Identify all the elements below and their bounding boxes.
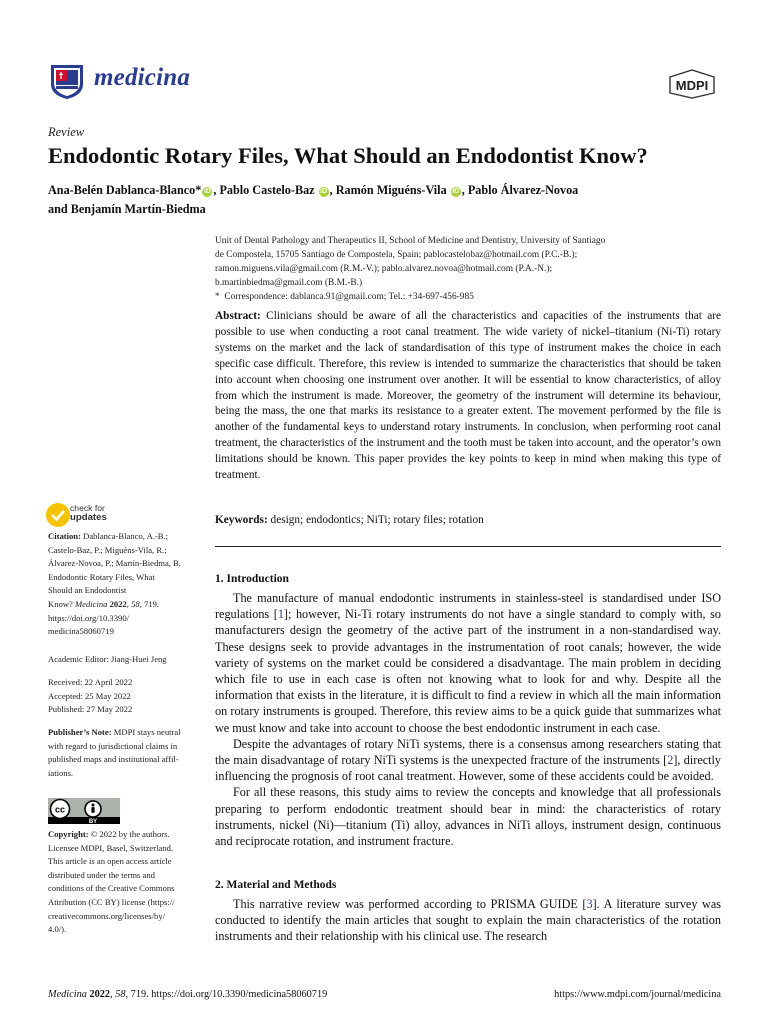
paragraph: For all these reasons, this study aims to review the concepts and knowledge that all professionals preparing to perform endodontic treatment should bear in mind: the characteristics of rotary instruments, nickel (Ni)—titanium (Ti) alloy, advances in NiTi alloys, instrument design, continuous and reciprocate rotation, and instrument fracture. [215,785,721,849]
keywords-text: design; endodontics; NiTi; rotary files; rotation [270,514,484,526]
citation-block: Citation: Dablanca-Blanco, A.-B.; Castelo-Baz, P.; Miguéns-Vila, R.; Álvarez-Novoa, P.; Martín-Biedma, B. Endodontic Rotary Files, What Should an Endodontist Know? Medicina 2022, 58, 719. https://doi.org/10.3390/ medicina58060719 [48,530,198,639]
author-name: Pablo Castelo-Baz [219,183,315,197]
article-type: Review [48,125,85,139]
updates-text: updates [70,512,107,523]
dates-block [48,676,198,717]
section-heading: 1. Introduction [215,573,289,585]
orcid-icon[interactable]: iD [320,188,328,195]
correspondence-text: Correspondence: dablanca.91@gmail.com; Tel.: +34-697-456-985 [224,292,474,302]
cc-by-license-icon[interactable] [48,798,120,824]
paragraph: Despite the advantages of rotary NiTi systems, there is a consensus among researchers stating that the main disadvantage of rotary NiTi systems is the unexpected fracture of the instruments [2], directly influencing the prognosis of root canal treatment. However, some of these accidents could be avoided. [215,736,721,784]
check-for-updates-badge[interactable] [45,502,205,528]
reference-link[interactable]: 1 [277,607,284,622]
footer-journal-url[interactable]: https://www.mdpi.com/journal/medicina [554,989,721,1000]
paragraph: The manufacture of manual endodontic instruments in stainless-steel is standardised under ISO regulations [1]; however, Ni-Ti rotary instruments do not have a single standard to comply with, so manufacturers design the geometry of the active part of the instrument in a non-standardised way. These designs seek to provide advantages in the instrumentation of root canals; however, the wide variety of systems on the market could be considered a disadvantage. The main problem in deciding which file to use in each case is often not knowing what to look for and why. Despite all the information that exists in the literature, it is difficult to find a review in which all the main information on rotary instruments is grouped. Therefore, this review aims to be a quick guide that summarizes what we must know and take into account to choose the best endodontic instrument in each case. [215,591,721,735]
journal-name[interactable]: medicina [94,64,191,91]
reference-link[interactable]: 3 [586,897,593,911]
correspondence: * Correspondence: dablanca.91@gmail.com; Tel.: +34-697-456-985 [215,292,474,302]
accepted-date: Accepted: 25 May 2022 [48,690,131,701]
affiliation-line: b.martinbiedma@gmail.com (B.M.-B.) [215,278,363,288]
citation-doi-link[interactable]: medicina58060719 [48,626,114,637]
orcid-icon[interactable]: iD [452,188,460,195]
abstract-text: Clinicians should be aware of all the characteristics and capacities of the instruments that are possible to use when conducting a root canal treatment. The wide variety of nickel–titanium (Ni-Ti) rotary systems on the market and the lack of standardisation of this type of instrument makes the choice in each specific case difficult. Therefore, this review is intended to summarize the characteristics that should be taken into account when choosing one instrument over another. It will be essential to know characteristics, of alloy from which the instrument is made. Moreover, the geometry of the instrument will determine its behaviour, being the mass, the one that marks its resistance to a greater extent. The movement performed by the file is another of the fundamental keys to understand rotary instruments. In conclusion, when performing root canal treatment, the characteristics of the instrument and the tooth must be taken into account, and the operator’s own limitations should be known. This paper provides the key points to keep in mind when making this type of treatment. [215,310,721,482]
keywords [215,514,484,526]
footer-citation: Medicina 2022, 58, 719. https://doi.org/10.3390/medicina58060719 [48,989,328,1000]
academic-editor: Academic Editor: Jiang-Huei Jeng [48,654,167,664]
section-heading: 2. Material and Methods [215,879,337,891]
mdpi-logo-icon[interactable] [666,69,718,99]
author-name: Ana-Belén Dablanca-Blanco [48,183,196,197]
reference-link[interactable]: 2 [667,753,674,768]
citation-doi-link[interactable]: https://doi.org/10.3390/ [48,612,130,623]
author-list: Ana-Belén Dablanca-Blanco* iD , Pablo Castelo-Baz iD , Ramón Miguéns-Vila iD , Pablo Álvarez-Novoa and Benjamín Martín-Biedma [48,183,579,216]
article-title: Endodontic Rotary Files, What Should an Endodontist Know? [48,143,648,168]
orcid-icon[interactable]: iD [203,188,211,195]
paragraph: This narrative review was performed according to PRISMA GUIDE [3]. A literature survey was conducted to identify the main articles that sought to explain the main characteristics of the rotation instruments and their relationship with his clinical use. The research [215,897,721,944]
check-updates-icon [45,502,71,528]
body-text [215,896,721,945]
author-name: Benjamín Martín-Biedma [70,202,206,216]
abstract [215,309,721,484]
author-name: Ramón Miguéns-Vila [335,183,447,197]
published-date: Published: 27 May 2022 [48,704,133,715]
affiliations [215,234,720,304]
copyright-block: Copyright: © 2022 by the authors. Licensee MDPI, Basel, Switzerland. This article is an open access article distributed under the terms and conditions of the Creative Commons Attribution (CC BY) license (https:// creativecommons.org/licenses/by/ 4.0/). [48,829,175,935]
keywords-label: Keywords: [215,514,268,526]
body-text [215,590,721,849]
svg-text:cc: cc [54,804,66,815]
journal-logo-icon [48,62,86,100]
affiliation-line: ramon.miguens.vila@gmail.com (R.M.-V.); pablo.alvarez.novoa@hotmail.com (P.A.-N.); [215,264,553,274]
corresponding-mark: * [195,183,202,197]
publisher-note: Publisher’s Note: MDPI stays neutral with regard to jurisdictional claims in published maps and institutional affil- iations. [48,727,181,778]
affiliation-line: Unit of Dental Pathology and Therapeutics II, School of Medicine and Dentistry, University of Santiago [215,236,606,246]
received-date: Received: 22 April 2022 [48,677,133,687]
check-for-text: check for [70,503,105,513]
citation-label: Citation: [48,531,81,541]
abstract-label: Abstract: [215,310,261,322]
mdpi-logo-text: MDPI [675,78,709,93]
svg-text:BY: BY [88,819,98,824]
affiliation-line: de Compostela, 15705 Santiago de Compostela, Spain; pablocastelobaz@hotmail.com (P.C.-B.); [215,250,578,260]
section-divider [215,546,721,547]
author-name: Pablo Álvarez-Novoa [467,183,579,197]
